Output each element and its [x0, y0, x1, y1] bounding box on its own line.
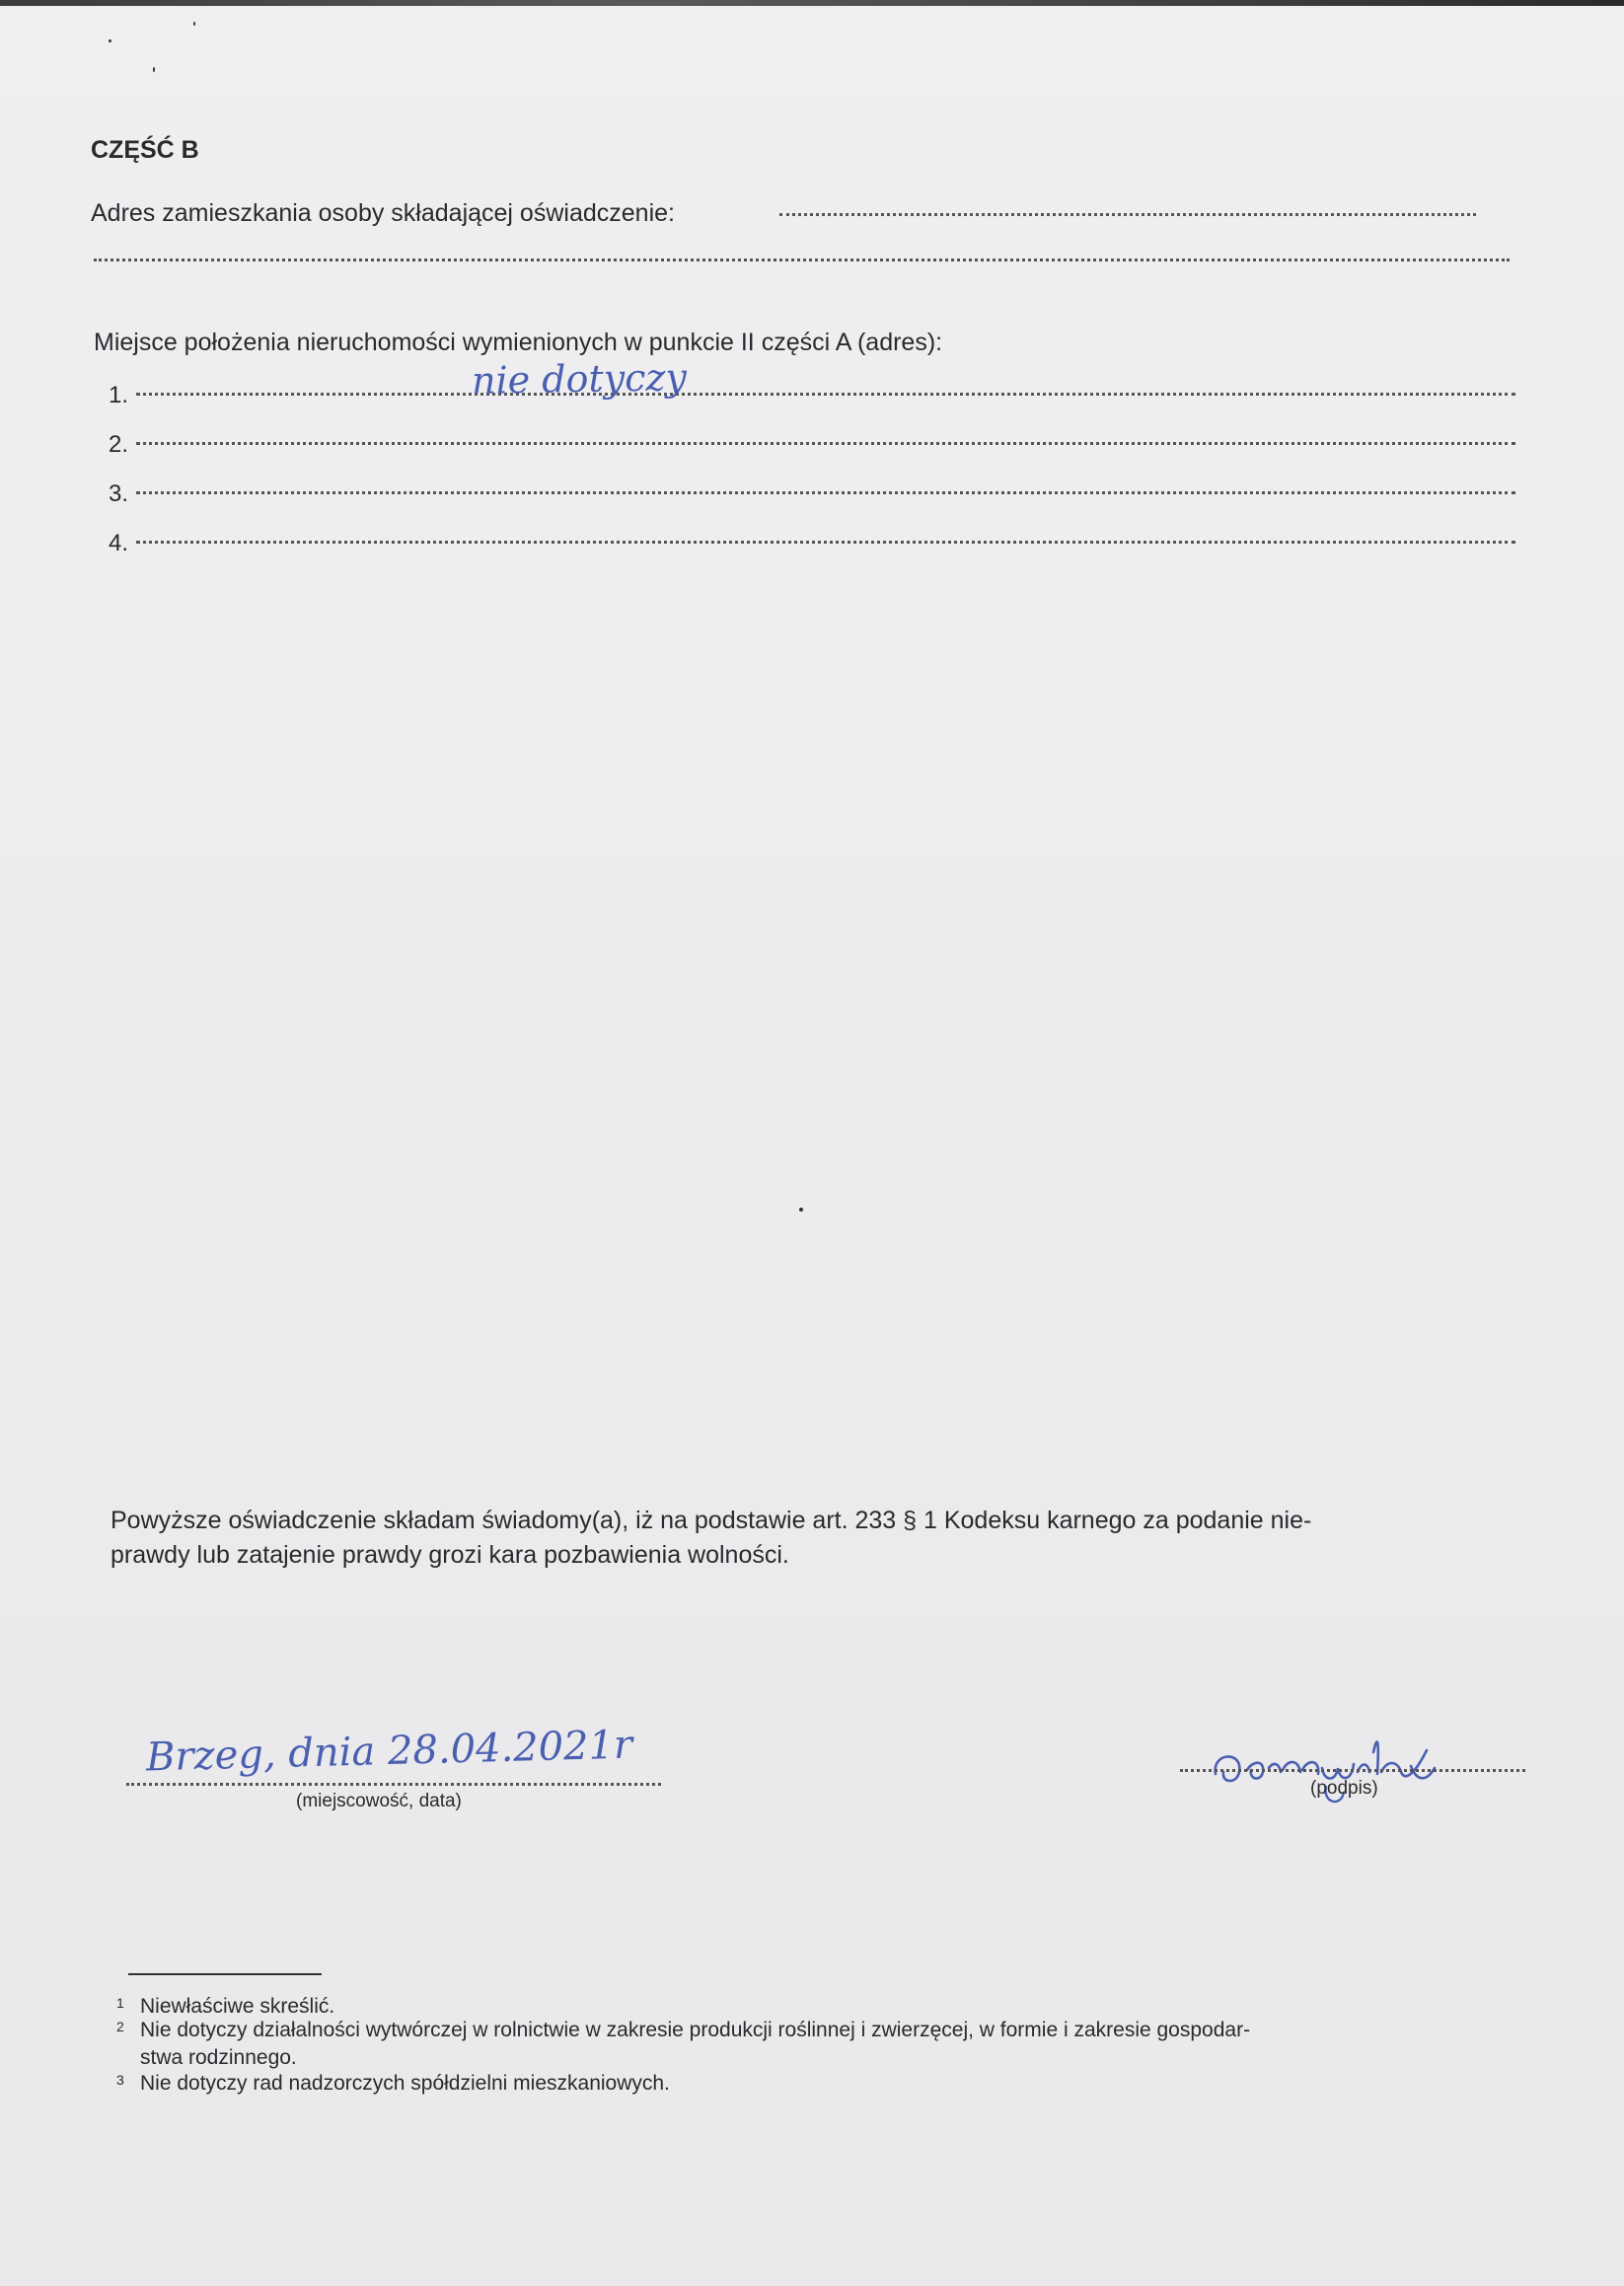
place-date-caption: (miejscowość, data)	[296, 1791, 462, 1811]
footnote-text-2: Nie dotyczy działalności wytwórczej w rolnictwie w zakresie produkcji roślinnej i zwierzęcej, w formie i zakresie gospodar-	[140, 2019, 1251, 2041]
footnote-marker-2: 2	[116, 2019, 124, 2034]
footnote-text-2-cont: stwa rodzinnego.	[140, 2046, 297, 2069]
footnote-separator	[128, 1973, 322, 1975]
scan-speck	[799, 1208, 803, 1212]
property-item-number-4: 4.	[109, 530, 129, 556]
property-item-number-3: 3.	[109, 480, 129, 507]
property-item-number-1: 1.	[109, 382, 129, 408]
property-label: Miejsce położenia nieruchomości wymienionych w punkcie II części A (adres):	[94, 329, 943, 356]
property-item-handwritten-1: nie dotyczy	[471, 355, 688, 403]
address-label: Adres zamieszkania osoby składającej oświadczenie:	[91, 199, 675, 227]
signature-caption: (podpis)	[1310, 1778, 1378, 1799]
property-item-line-3	[136, 491, 1515, 494]
property-item-line-4	[136, 541, 1515, 544]
scan-speck	[153, 67, 155, 72]
footnote-marker-3: 3	[116, 2072, 124, 2088]
address-dotted-line-2	[94, 258, 1510, 261]
part-heading: CZĘŚĆ B	[91, 136, 199, 164]
signature-dotted-line	[1180, 1769, 1525, 1772]
place-date-handwritten: Brzeg, dnia 28.04.2021r	[145, 1722, 633, 1781]
footnote-text-1: Niewłaściwe skreślić.	[140, 1995, 335, 2018]
footnote-marker-1: 1	[116, 1995, 124, 2011]
scan-speck	[109, 39, 111, 42]
property-item-line-2	[136, 442, 1515, 445]
scan-speck	[193, 22, 195, 26]
declaration-line-2: prawdy lub zatajenie prawdy grozi kara pozbawienia wolności.	[111, 1541, 789, 1569]
property-item-number-2: 2.	[109, 431, 129, 458]
place-date-dotted-line	[126, 1783, 661, 1786]
scan-top-edge	[0, 0, 1624, 6]
address-dotted-line	[779, 213, 1476, 216]
footnote-text-3: Nie dotyczy rad nadzorczych spółdzielni mieszkaniowych.	[140, 2072, 670, 2095]
declaration-line-1: Powyższe oświadczenie składam świadomy(a), iż na podstawie art. 233 § 1 Kodeksu karnego za podanie nie-	[111, 1507, 1312, 1534]
property-item-line-1	[136, 393, 1515, 396]
